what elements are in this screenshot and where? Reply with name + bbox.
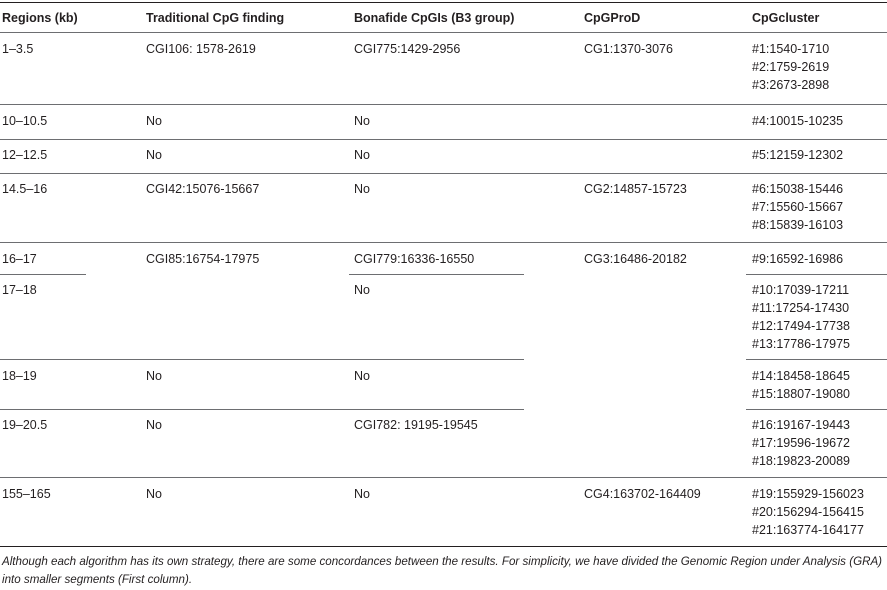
row-rule <box>0 477 887 478</box>
row-rule-partial <box>0 359 524 360</box>
cpgcluster-cell <box>752 416 850 470</box>
region-cell: 19–20.5 <box>2 418 48 432</box>
cluster-entry: #6:15038-15446 <box>752 182 844 196</box>
cluster-entry: #14:18458-18645 <box>752 369 851 383</box>
traditional-cell: No <box>146 369 162 383</box>
traditional-cell: No <box>146 418 162 432</box>
region-cell: 14.5–16 <box>2 182 48 196</box>
cluster-entry: #1:1540-1710 <box>752 42 830 56</box>
cpgcluster-cell <box>752 40 829 94</box>
row-rule-partial <box>0 274 86 275</box>
traditional-cell: CGI42:15076-15667 <box>146 182 260 196</box>
row-rule <box>0 104 887 105</box>
cluster-entry: #11:17254-17430 <box>752 301 850 315</box>
bonafide-cell: No <box>354 114 370 128</box>
traditional-cell: No <box>146 487 162 501</box>
cluster-entry: #2:1759-2619 <box>752 60 830 74</box>
region-cell: 16–17 <box>2 252 37 266</box>
cpgcluster-cell: #4:10015-10235 <box>752 114 844 128</box>
cluster-entry: #3:2673-2898 <box>752 78 830 92</box>
cpgprod-cell: CG2:14857-15723 <box>584 182 687 196</box>
region-cell: 10–10.5 <box>2 114 48 128</box>
bonafide-cell: CGI775:1429-2956 <box>354 42 461 56</box>
cpgprod-cell: CG1:1370-3076 <box>584 42 673 56</box>
table-bottom-rule <box>0 546 887 547</box>
table-top-rule <box>0 2 887 3</box>
column-header-cpgprod: CpGProD <box>584 11 641 25</box>
traditional-cell: CGI85:16754-17975 <box>146 252 260 266</box>
bonafide-cell: No <box>354 369 370 383</box>
row-rule <box>0 139 887 140</box>
bonafide-cell: No <box>354 148 370 162</box>
bonafide-cell: CGI779:16336-16550 <box>354 252 475 266</box>
traditional-cell: No <box>146 148 162 162</box>
column-header-traditional: Traditional CpG finding <box>146 11 285 25</box>
cluster-entry: #17:19596-19672 <box>752 436 851 450</box>
cpgcluster-cell <box>752 367 850 403</box>
cluster-entry: #12:17494-17738 <box>752 319 851 333</box>
cluster-entry: #20:156294-156415 <box>752 505 864 519</box>
header-rule <box>0 32 887 33</box>
column-header-cpgcluster: CpGcluster <box>752 11 820 25</box>
region-cell: 18–19 <box>2 369 37 383</box>
cluster-entry: #13:17786-17975 <box>752 337 851 351</box>
row-rule-partial <box>746 409 887 410</box>
cpgcluster-cell <box>752 180 843 234</box>
table-caption: Although each algorithm has its own strategy, there are some concordances between the results. For simplicity, we have divided the Genomic Region under Analysis (GRA) into smaller segments (First column). <box>2 555 883 586</box>
cluster-entry: #16:19167-19443 <box>752 418 851 432</box>
cluster-entry: #21:163774-164177 <box>752 523 864 537</box>
region-cell: 17–18 <box>2 283 37 297</box>
cpgcluster-cell <box>752 281 850 353</box>
row-rule-partial <box>746 359 887 360</box>
bonafide-cell: No <box>354 487 370 501</box>
region-cell: 12–12.5 <box>2 148 48 162</box>
cluster-entry: #15:18807-19080 <box>752 387 851 401</box>
bonafide-cell: No <box>354 283 370 297</box>
traditional-cell: No <box>146 114 162 128</box>
cpgcluster-cell <box>752 485 864 539</box>
cluster-entry: #10:17039-17211 <box>752 283 850 297</box>
cpgprod-cell: CG3:16486-20182 <box>584 252 687 266</box>
bonafide-cell: CGI782: 19195-19545 <box>354 418 478 432</box>
cluster-entry: #7:15560-15667 <box>752 200 844 214</box>
row-rule-partial <box>349 274 524 275</box>
row-rule <box>0 242 887 243</box>
cluster-entry: #18:19823-20089 <box>752 454 851 468</box>
bonafide-cell: No <box>354 182 370 196</box>
row-rule-partial <box>746 274 887 275</box>
traditional-cell: CGI106: 1578-2619 <box>146 42 256 56</box>
column-header-bonafide: Bonafide CpGIs (B3 group) <box>354 11 515 25</box>
column-header-regions: Regions (kb) <box>2 11 78 25</box>
cluster-entry: #19:155929-156023 <box>752 487 864 501</box>
cpgcluster-cell: #9:16592-16986 <box>752 252 844 266</box>
region-cell: 155–165 <box>2 487 51 501</box>
cluster-entry: #8:15839-16103 <box>752 218 844 232</box>
row-rule <box>0 173 887 174</box>
cpgcluster-cell: #5:12159-12302 <box>752 148 844 162</box>
row-rule-partial <box>0 409 524 410</box>
cpgprod-cell: CG4:163702-164409 <box>584 487 701 501</box>
region-cell: 1–3.5 <box>2 42 34 56</box>
